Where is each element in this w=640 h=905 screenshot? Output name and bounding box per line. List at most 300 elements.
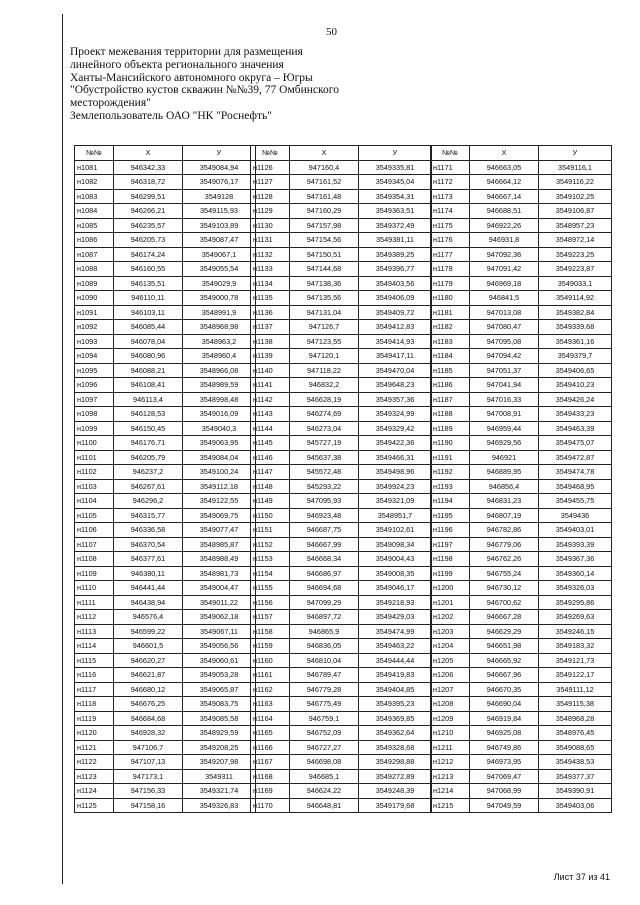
table-row (251, 494, 432, 509)
table-row (75, 407, 256, 422)
page-number: 50 (326, 26, 337, 38)
table-row (251, 233, 432, 248)
table-row (75, 378, 256, 393)
coord-y: 3549367,36 (539, 552, 612, 567)
coord-y: 3549419,83 (359, 668, 432, 683)
table-row (75, 291, 256, 306)
coord-y: 3549404,85 (359, 682, 432, 697)
coord-y: 3549069,75 (183, 508, 256, 523)
table-row (431, 624, 612, 639)
coord-y: 3549016,09 (183, 407, 256, 422)
coord-x: 946620,27 (114, 653, 183, 668)
coord-y: 3549115,38 (539, 697, 612, 712)
table-row (251, 537, 432, 552)
table-row (431, 653, 612, 668)
coord-y: 3549076,17 (183, 175, 256, 190)
coord-y: 3549067,1 (183, 247, 256, 262)
table-row (75, 262, 256, 277)
coord-x: 946628,19 (290, 392, 359, 407)
table-row (431, 740, 612, 755)
point-number: н1204 (431, 639, 470, 654)
coord-y: 3549362,64 (359, 726, 432, 741)
coord-y: 3549065,87 (183, 682, 256, 697)
coord-x: 946370,54 (114, 537, 183, 552)
coord-y: 3549084,94 (183, 160, 256, 175)
point-number: н1109 (75, 566, 114, 581)
coord-x: 946836,05 (290, 639, 359, 654)
coord-x: 947158,16 (114, 798, 183, 813)
table-row (75, 537, 256, 552)
point-number: н1132 (251, 247, 290, 262)
point-number: н1142 (251, 392, 290, 407)
coord-x: 947135,56 (290, 291, 359, 306)
table-row (251, 508, 432, 523)
point-number: н1098 (75, 407, 114, 422)
coord-y: 3549389,25 (359, 247, 432, 262)
coord-y: 3549056,56 (183, 639, 256, 654)
point-number: н1157 (251, 610, 290, 625)
table-row (75, 697, 256, 712)
point-number: н1199 (431, 566, 470, 581)
header-x: X (470, 146, 539, 161)
coord-y: 3548968,28 (539, 711, 612, 726)
coord-x: 946779,28 (290, 682, 359, 697)
coord-y: 3549088,65 (539, 740, 612, 755)
point-number: н1100 (75, 436, 114, 451)
coord-x: 946832,2 (290, 378, 359, 393)
coord-x: 947138,36 (290, 276, 359, 291)
table-row (251, 566, 432, 581)
table-row (75, 726, 256, 741)
point-number: н1097 (75, 392, 114, 407)
table-row (75, 233, 256, 248)
table-row (251, 349, 432, 364)
coord-y: 3549412,83 (359, 320, 432, 335)
point-number: н1141 (251, 378, 290, 393)
table-row (251, 798, 432, 813)
coord-x: 947099,29 (290, 595, 359, 610)
coord-y: 3549008,35 (359, 566, 432, 581)
coord-x: 947069,47 (470, 769, 539, 784)
coord-y: 3549466,31 (359, 450, 432, 465)
point-number: н1200 (431, 581, 470, 596)
table-row (431, 697, 612, 712)
point-number: н1148 (251, 479, 290, 494)
heading-line: месторождения" (70, 97, 151, 110)
point-number: н1127 (251, 175, 290, 190)
header-number: №№ (431, 146, 470, 161)
point-number: н1086 (75, 233, 114, 248)
point-number: н1103 (75, 479, 114, 494)
table-row (75, 276, 256, 291)
table-row (431, 668, 612, 683)
coord-y: 3548957,23 (539, 218, 612, 233)
coord-y: 3549029,9 (183, 276, 256, 291)
coord-y: 3549121,73 (539, 653, 612, 668)
table-row (431, 508, 612, 523)
point-number: н1110 (75, 581, 114, 596)
coord-x: 946205,79 (114, 450, 183, 465)
coord-x: 947049,59 (470, 798, 539, 813)
coord-x: 946621,87 (114, 668, 183, 683)
coord-y: 3549116,1 (539, 160, 612, 175)
point-number: н1184 (431, 349, 470, 364)
point-number: н1169 (251, 784, 290, 799)
point-number: н1088 (75, 262, 114, 277)
coord-y: 3549046,17 (359, 581, 432, 596)
point-number: н1161 (251, 668, 290, 683)
coord-x: 947095,08 (470, 334, 539, 349)
coord-y: 3548998,48 (183, 392, 256, 407)
point-number: н1087 (75, 247, 114, 262)
table-row (251, 407, 432, 422)
point-number: н1159 (251, 639, 290, 654)
coord-x: 946755,24 (470, 566, 539, 581)
point-number: н1187 (431, 392, 470, 407)
coord-y: 3548951,7 (359, 508, 432, 523)
coord-x: 946576,4 (114, 610, 183, 625)
coord-y: 3549406,65 (539, 363, 612, 378)
coord-x: 946807,19 (470, 508, 539, 523)
coord-x: 946919,84 (470, 711, 539, 726)
coord-y: 3549084,04 (183, 450, 256, 465)
coord-x: 947160,29 (290, 204, 359, 219)
point-number: н1134 (251, 276, 290, 291)
coord-y: 3548963,2 (183, 334, 256, 349)
table-row (251, 552, 432, 567)
table-row (431, 349, 612, 364)
coord-x: 947120,1 (290, 349, 359, 364)
coord-y: 3549060,61 (183, 653, 256, 668)
table-row (251, 320, 432, 335)
coord-x: 946299,51 (114, 189, 183, 204)
point-number: н1162 (251, 682, 290, 697)
coord-y: 3549339,68 (539, 320, 612, 335)
point-number: н1136 (251, 305, 290, 320)
point-number: н1150 (251, 508, 290, 523)
table-row (251, 291, 432, 306)
coord-y: 3548985,87 (183, 537, 256, 552)
coord-x: 946759,1 (290, 711, 359, 726)
table-row (75, 494, 256, 509)
table-row (75, 639, 256, 654)
coord-x: 946931,8 (470, 233, 539, 248)
table-row (75, 508, 256, 523)
coord-y: 3549207,98 (183, 755, 256, 770)
coord-x: 946624,22 (290, 784, 359, 799)
point-number: н1111 (75, 595, 114, 610)
coord-x: 946973,95 (470, 755, 539, 770)
coord-y: 3549040,3 (183, 421, 256, 436)
coord-y: 3549329,42 (359, 421, 432, 436)
table-row (75, 682, 256, 697)
coord-x: 946160,55 (114, 262, 183, 277)
coord-x: 946315,77 (114, 508, 183, 523)
table-row (251, 218, 432, 233)
coord-x: 946670,35 (470, 682, 539, 697)
coord-y: 3549179,68 (359, 798, 432, 813)
coord-y: 3548991,9 (183, 305, 256, 320)
coord-x: 946667,99 (290, 537, 359, 552)
coord-x: 947156,33 (114, 784, 183, 799)
point-number: н1084 (75, 204, 114, 219)
coord-x: 946700,62 (470, 595, 539, 610)
table-row (251, 639, 432, 654)
coord-y: 3548976,45 (539, 726, 612, 741)
coordinates-table-3 (430, 145, 612, 813)
point-number: н1167 (251, 755, 290, 770)
coord-y: 3549417,11 (359, 349, 432, 364)
table-row (75, 204, 256, 219)
table-row (431, 407, 612, 422)
table-row (251, 204, 432, 219)
table-row (75, 784, 256, 799)
table-row (431, 682, 612, 697)
coord-x: 947126,7 (290, 320, 359, 335)
table-row (75, 479, 256, 494)
coord-y: 3549324,99 (359, 407, 432, 422)
coord-x: 945637,38 (290, 450, 359, 465)
coord-x: 946925,08 (470, 726, 539, 741)
table-row (431, 276, 612, 291)
table-row (431, 204, 612, 219)
coord-x: 946663,05 (470, 160, 539, 175)
table-row (75, 320, 256, 335)
point-number: н1146 (251, 450, 290, 465)
coord-y: 3549208,25 (183, 740, 256, 755)
table-row (75, 421, 256, 436)
point-number: н1154 (251, 566, 290, 581)
table-row (431, 320, 612, 335)
coord-y: 3548981,73 (183, 566, 256, 581)
header-y: У (183, 146, 256, 161)
header-number: №№ (75, 146, 114, 161)
coord-y: 3548960,4 (183, 349, 256, 364)
coord-y: 3549475,07 (539, 436, 612, 451)
coord-y: 3549321,74 (183, 784, 256, 799)
coord-x: 946150,45 (114, 421, 183, 436)
coord-y: 3549433,23 (539, 407, 612, 422)
point-number: н1104 (75, 494, 114, 509)
coord-y: 3549361,16 (539, 334, 612, 349)
table-row (251, 668, 432, 683)
coord-x: 947051,37 (470, 363, 539, 378)
table-row (75, 610, 256, 625)
coord-x: 946377,61 (114, 552, 183, 567)
point-number: н1121 (75, 740, 114, 755)
coord-x: 946667,28 (470, 610, 539, 625)
table-row (75, 581, 256, 596)
coord-x: 946336,58 (114, 523, 183, 538)
coord-y: 3548972,14 (539, 233, 612, 248)
table-row (431, 523, 612, 538)
point-number: н1203 (431, 624, 470, 639)
table-row (251, 610, 432, 625)
point-number: н1174 (431, 204, 470, 219)
coord-y: 3549498,96 (359, 465, 432, 480)
point-number: н1153 (251, 552, 290, 567)
point-number: н1082 (75, 175, 114, 190)
coord-y: 3549223,25 (539, 247, 612, 262)
table-row (431, 436, 612, 451)
coord-x: 946676,25 (114, 697, 183, 712)
point-number: н1209 (431, 711, 470, 726)
table-row (75, 798, 256, 813)
point-number: н1213 (431, 769, 470, 784)
point-number: н1158 (251, 624, 290, 639)
coord-y: 3549122,55 (183, 494, 256, 509)
point-number: н1117 (75, 682, 114, 697)
point-number: н1195 (431, 508, 470, 523)
table-row (251, 595, 432, 610)
coord-y: 3549472,87 (539, 450, 612, 465)
table-row (431, 334, 612, 349)
table-row (75, 769, 256, 784)
point-number: н1113 (75, 624, 114, 639)
coord-x: 946237,2 (114, 465, 183, 480)
point-number: н1215 (431, 798, 470, 813)
point-number: н1128 (251, 189, 290, 204)
coord-x: 946438,94 (114, 595, 183, 610)
coord-x: 947008,91 (470, 407, 539, 422)
coord-x: 946684,68 (114, 711, 183, 726)
point-number: н1149 (251, 494, 290, 509)
coord-x: 947131,04 (290, 305, 359, 320)
coord-y: 3549122,17 (539, 668, 612, 683)
point-number: н1114 (75, 639, 114, 654)
heading-line: Проект межевания территории для размещения (70, 46, 303, 58)
header-number: №№ (251, 146, 290, 161)
coord-y: 3549000,78 (183, 291, 256, 306)
table-row (431, 479, 612, 494)
coord-y: 3549409,72 (359, 305, 432, 320)
header-y: У (539, 146, 612, 161)
point-number: н1107 (75, 537, 114, 552)
point-number: н1188 (431, 407, 470, 422)
point-number: н1101 (75, 450, 114, 465)
coord-y: 3549648,23 (359, 378, 432, 393)
coord-x: 946749,86 (470, 740, 539, 755)
point-number: н1137 (251, 320, 290, 335)
heading-line: Ханты-Мансийского автономного округа – Югры (70, 71, 313, 84)
coord-x: 947016,33 (470, 392, 539, 407)
table-row (251, 769, 432, 784)
coord-x: 946922,26 (470, 218, 539, 233)
coord-x: 946687,75 (290, 523, 359, 538)
coord-y: 3549422,36 (359, 436, 432, 451)
coord-y: 3549474,99 (359, 624, 432, 639)
coord-y: 3549360,14 (539, 566, 612, 581)
coord-y: 3549004,43 (359, 552, 432, 567)
coord-x: 946865,9 (290, 624, 359, 639)
point-number: н1119 (75, 711, 114, 726)
coord-y: 3549328,68 (359, 740, 432, 755)
coord-y: 3549102,25 (539, 189, 612, 204)
point-number: н1126 (251, 160, 290, 175)
coord-y: 3549463,39 (539, 421, 612, 436)
table-row (431, 784, 612, 799)
point-number: н1193 (431, 479, 470, 494)
coord-y: 3549053,28 (183, 668, 256, 683)
coord-y: 3549033,1 (539, 276, 612, 291)
table-row (431, 218, 612, 233)
coord-y: 3549455,75 (539, 494, 612, 509)
coord-x: 947161,48 (290, 189, 359, 204)
coord-y: 3549183,32 (539, 639, 612, 654)
point-number: н1182 (431, 320, 470, 335)
table-row (431, 262, 612, 277)
coordinates-table-2 (250, 145, 432, 813)
coord-x: 947160,4 (290, 160, 359, 175)
coord-x: 946694,68 (290, 581, 359, 596)
table-row (251, 334, 432, 349)
table-row (251, 755, 432, 770)
point-number: н1189 (431, 421, 470, 436)
coord-x: 947144,68 (290, 262, 359, 277)
coord-y: 3549396,77 (359, 262, 432, 277)
coord-y: 3549382,84 (539, 305, 612, 320)
point-number: н1165 (251, 726, 290, 741)
coord-x: 946103,11 (114, 305, 183, 320)
coord-y: 3549326,03 (539, 581, 612, 596)
coord-y: 3549403,56 (359, 276, 432, 291)
coord-y: 3549112,18 (183, 479, 256, 494)
table-row (75, 349, 256, 364)
table-row (431, 421, 612, 436)
coord-x: 946273,04 (290, 421, 359, 436)
coord-y: 3549111,12 (539, 682, 612, 697)
coord-x: 946205,73 (114, 233, 183, 248)
coord-x: 946686,97 (290, 566, 359, 581)
coord-x: 946667,14 (470, 189, 539, 204)
point-number: н1198 (431, 552, 470, 567)
coord-x: 945572,48 (290, 465, 359, 480)
coord-y: 3549381,11 (359, 233, 432, 248)
coord-y: 3549438,53 (539, 755, 612, 770)
point-number: н1083 (75, 189, 114, 204)
coord-y: 3549298,88 (359, 755, 432, 770)
coord-x: 946088,21 (114, 363, 183, 378)
table-row (75, 668, 256, 683)
coord-x: 947161,52 (290, 175, 359, 190)
table-row (75, 740, 256, 755)
coord-x: 946782,86 (470, 523, 539, 538)
table-row (75, 334, 256, 349)
point-number: н1106 (75, 523, 114, 538)
coord-y: 3549426,24 (539, 392, 612, 407)
coord-x: 947094,42 (470, 349, 539, 364)
table-row (75, 392, 256, 407)
coord-x: 946235,57 (114, 218, 183, 233)
table-row (431, 552, 612, 567)
coord-y: 3549363,51 (359, 204, 432, 219)
table-row (431, 595, 612, 610)
point-number: н1115 (75, 653, 114, 668)
table-row (75, 552, 256, 567)
coord-x: 947013,08 (470, 305, 539, 320)
table-row (251, 421, 432, 436)
point-number: н1212 (431, 755, 470, 770)
coord-x: 946727,27 (290, 740, 359, 755)
coord-y: 3549269,63 (539, 610, 612, 625)
coord-x: 946648,81 (290, 798, 359, 813)
point-number: н1168 (251, 769, 290, 784)
point-number: н1172 (431, 175, 470, 190)
point-number: н1090 (75, 291, 114, 306)
table-row (251, 479, 432, 494)
point-number: н1181 (431, 305, 470, 320)
point-number: н1095 (75, 363, 114, 378)
